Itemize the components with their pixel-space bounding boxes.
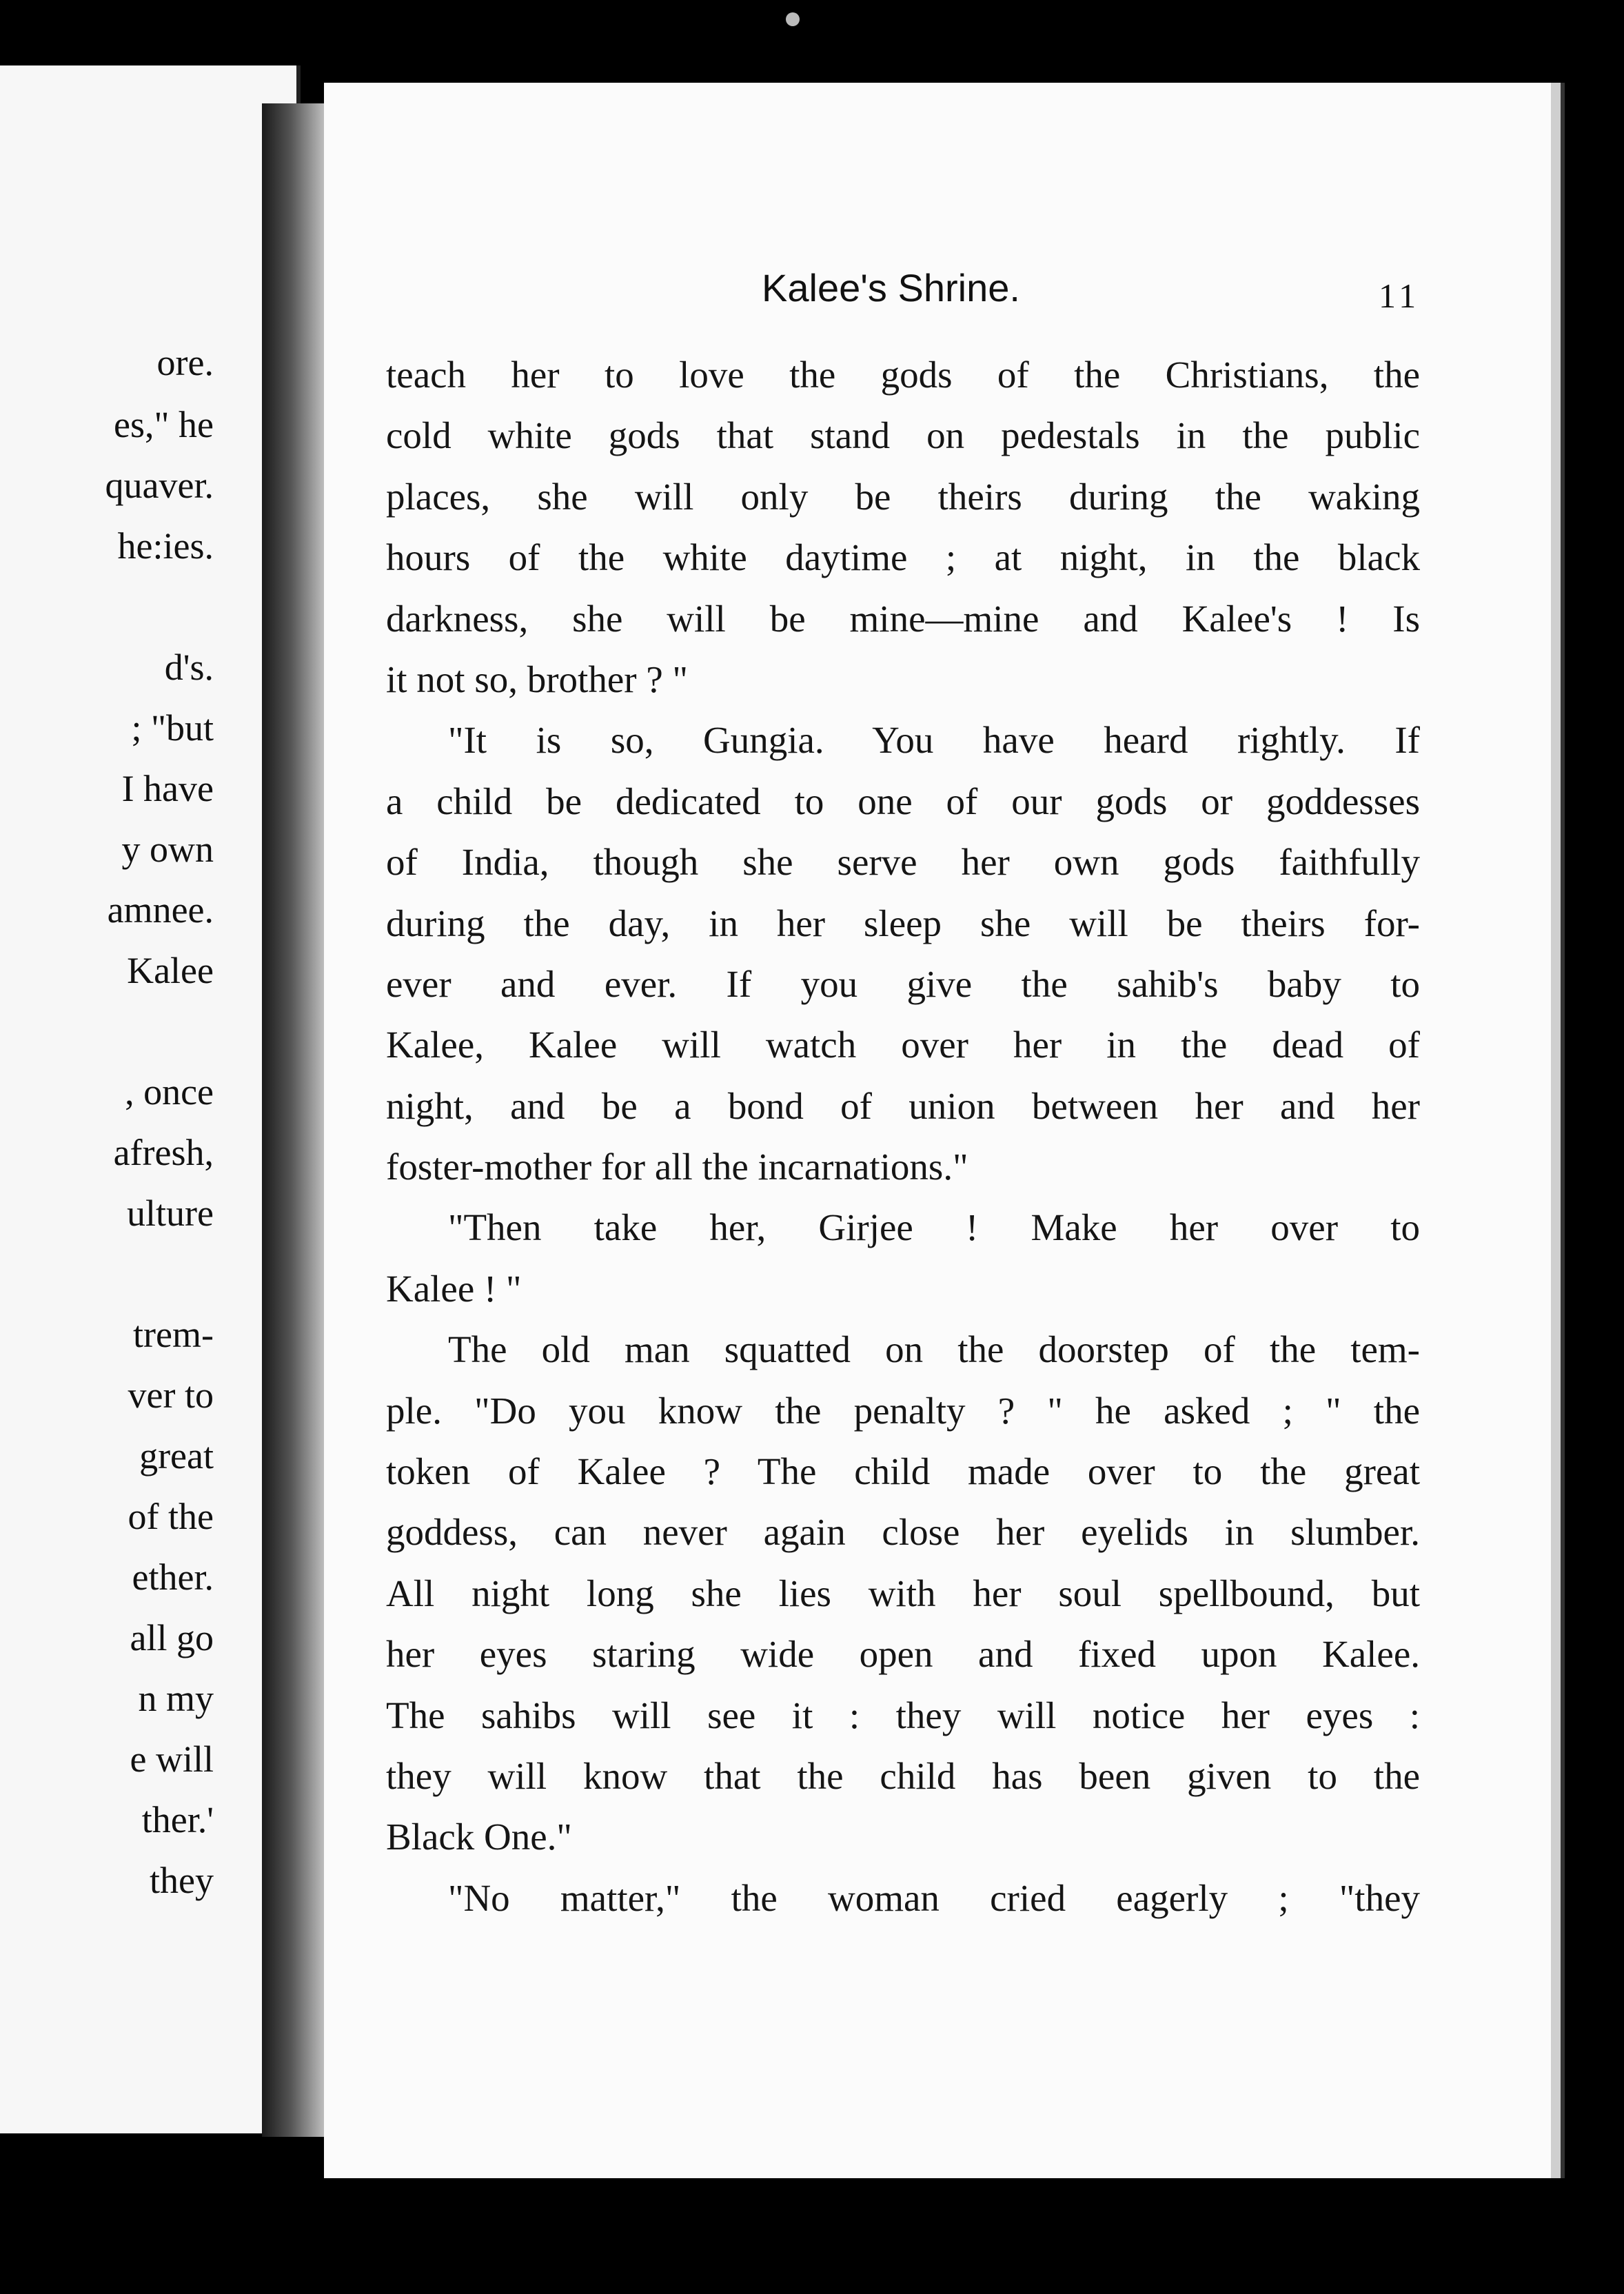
text-line: it not so, brother ? " xyxy=(386,658,688,700)
text-line: cold white gods that stand on pedestals in the public xyxy=(386,414,1420,457)
left-line: ver to xyxy=(128,1374,214,1416)
left-line: he:ies. xyxy=(117,525,214,567)
text-line: foster-mother for all the incarnations." xyxy=(386,1146,968,1188)
left-line: afresh, xyxy=(113,1132,214,1173)
left-page xyxy=(0,65,301,2133)
left-line: es," he xyxy=(114,404,214,445)
left-line: trem- xyxy=(133,1314,214,1355)
text-line: of India, though she serve her own gods faithfully xyxy=(386,841,1420,884)
left-line: , once xyxy=(125,1071,214,1113)
running-header: Kalee's Shrine. xyxy=(762,266,1020,309)
left-line: ether. xyxy=(132,1556,214,1598)
left-line: great xyxy=(139,1435,214,1476)
left-line: all go xyxy=(130,1617,214,1658)
left-line: y own xyxy=(121,829,214,870)
text-line: "It is so, Gungia. You have heard rightly. If xyxy=(448,719,1420,762)
text-line: The sahibs will see it : they will notice her eyes : xyxy=(386,1694,1420,1736)
page-number: 11 xyxy=(1379,276,1421,315)
text-line: places, she will only be theirs during the waking xyxy=(386,475,1420,518)
text-line: hours of the white daytime ; at night, in the black xyxy=(386,536,1420,579)
left-line: Kalee xyxy=(127,950,214,991)
text-line: her eyes staring wide open and fixed upon Kalee. xyxy=(386,1633,1420,1676)
text-line: darkness, she will be mine—mine and Kalee's ! Is xyxy=(386,597,1420,640)
text-line: "Then take her, Girjee ! Make her over to xyxy=(448,1206,1420,1249)
left-line: amnee. xyxy=(107,889,214,931)
scan-speck-mark xyxy=(779,6,806,33)
text-line: Kalee ! " xyxy=(386,1267,522,1310)
left-line: n my xyxy=(138,1678,214,1719)
text-line: goddess, can never again close her eyelids in slumber. xyxy=(386,1511,1420,1554)
text-line: Kalee, Kalee will watch over her in the dead of xyxy=(386,1024,1420,1066)
left-line: d's. xyxy=(164,647,214,688)
text-line: ple. "Do you know the penalty ? " he asked ; " the xyxy=(386,1389,1420,1432)
text-line: a child be dedicated to one of our gods or goddesses xyxy=(386,780,1420,822)
left-line: ulture xyxy=(127,1192,214,1234)
left-line: I have xyxy=(121,768,214,809)
left-line: e will xyxy=(130,1738,214,1780)
left-line: ; "but xyxy=(131,707,214,749)
text-line: All night long she lies with her soul spellbound, but xyxy=(386,1572,1420,1614)
left-line: quaver. xyxy=(105,465,214,506)
text-line: night, and be a bond of union between her and her xyxy=(386,1084,1420,1127)
left-line: they xyxy=(150,1860,214,1901)
body-text xyxy=(386,345,1420,1929)
left-line: ther.' xyxy=(141,1799,214,1840)
text-line: ever and ever. If you give the sahib's baby to xyxy=(386,962,1420,1005)
text-line: teach her to love the gods of the Christians, the xyxy=(386,354,1420,396)
text-line: Black One." xyxy=(386,1816,572,1858)
text-line: they will know that the child has been given to the xyxy=(386,1754,1420,1797)
text-line: The old man squatted on the doorstep of the tem- xyxy=(448,1328,1420,1371)
text-line: "No matter," the woman cried eagerly ; "they xyxy=(448,1876,1420,1919)
text-line: during the day, in her sleep she will be theirs for- xyxy=(386,902,1420,944)
left-line: of the xyxy=(128,1496,214,1537)
left-line: ore. xyxy=(156,342,214,383)
text-line: token of Kalee ? The child made over to the great xyxy=(386,1450,1420,1493)
